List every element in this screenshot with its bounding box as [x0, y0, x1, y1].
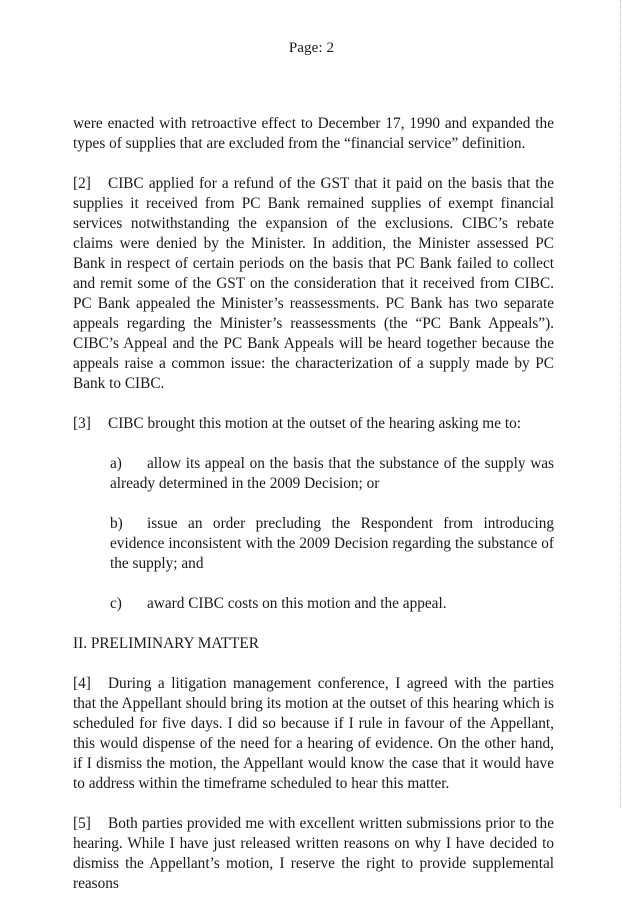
- paragraph-text: CIBC brought this motion at the outset of the hearing asking me to:: [108, 415, 521, 432]
- document-body: [73, 114, 554, 914]
- sub-item-text: award CIBC costs on this motion and the appeal.: [147, 595, 447, 612]
- sub-item-c: [110, 594, 554, 614]
- section-heading: II. PRELIMINARY MATTER: [73, 635, 259, 652]
- sub-item-text: issue an order precluding the Respondent from introducing evidence inconsistent with the 2009 Decision regarding the substance of the supply; and: [110, 515, 554, 572]
- intro-paragraph: were enacted with retroactive effect to December 17, 1990 and expanded the types of supplies that are excluded from the “financial service” definition.: [73, 115, 554, 152]
- sub-item-label: b): [110, 515, 123, 532]
- sub-item-label: a): [110, 455, 122, 472]
- page-number-header: Page: 2: [288, 40, 335, 56]
- paragraph-number: [5]: [73, 815, 91, 832]
- paragraph-text: Both parties provided me with excellent written submissions prior to the hearing. While I have just released written reasons on why I have decided to dismiss the Appellant’s motion, I reserve the right to provide supplemental reasons: [73, 815, 554, 892]
- paragraph-number: [4]: [73, 675, 91, 692]
- paragraph-5: [73, 814, 554, 894]
- sub-item-text: allow its appeal on the basis that the substance of the supply was already determined in the 2009 Decision; or: [110, 455, 554, 492]
- paragraph-2: [73, 174, 554, 394]
- paragraph-3: [73, 414, 554, 434]
- paragraph-number: [3]: [73, 415, 91, 432]
- sub-item-a: [110, 454, 554, 494]
- page-edge: [620, 0, 621, 808]
- sub-item-label: c): [110, 595, 122, 612]
- paragraph-text: CIBC applied for a refund of the GST that it paid on the basis that the supplies it received from PC Bank remained supplies of exempt financial services notwithstanding the expansion of the exclusions. CIBC’s rebate claims were denied by the Minister. In addition, the Minister assessed PC Bank in respect of certain periods on the basis that PC Bank failed to collect and remit some of the GST on the consideration that it received from CIBC. PC Bank appealed the Minister’s reassessments. PC Bank has two separate appeals regarding the Minister’s reassessments (the “PC Bank Appeals”). CIBC’s Appeal and the PC Bank Appeals will be heard together because the appeals raise a common issue: the characterization of a supply made by PC Bank to CIBC.: [73, 175, 554, 392]
- paragraph-number: [2]: [73, 175, 91, 192]
- sub-item-b: [110, 514, 554, 574]
- paragraph-4: [73, 674, 554, 794]
- paragraph-text: During a litigation management conference, I agreed with the parties that the Appellant should bring its motion at the outset of this hearing which is scheduled for five days. I did so because if I rule in favour of the Appellant, this would dispense of the need for a hearing of evidence. On the other hand, if I dismiss the motion, the Appellant would know the case that it would have to address within the timeframe scheduled to hear this matter.: [73, 675, 554, 792]
